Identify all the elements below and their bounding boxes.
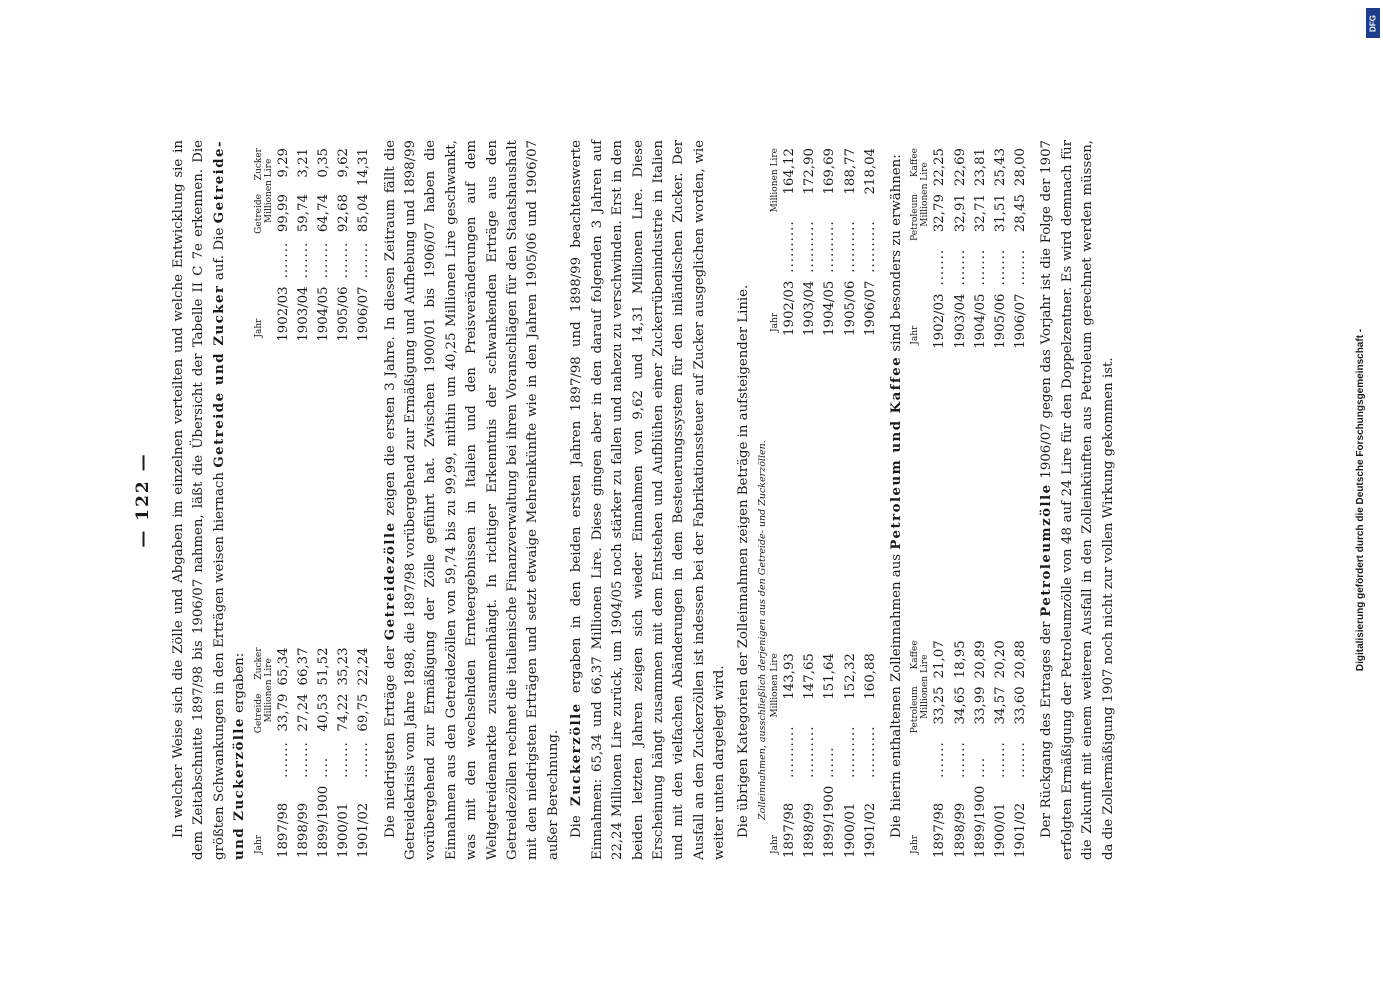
row-dots: .......... <box>802 725 818 778</box>
table-row <box>354 140 374 344</box>
paragraph-intro-text-b: auf. Die <box>211 227 227 281</box>
row-value-petroleum: 34,65 <box>952 686 968 725</box>
row-value-zucker: 0,35 <box>316 148 332 178</box>
paragraph-getreidezoelle-text-a: Die niedrigsten Erträge der <box>382 646 398 838</box>
row-value-getreide: 74,22 <box>336 693 352 732</box>
row-year: 1905/06 <box>992 293 1008 349</box>
table-getreide-zucker-right <box>254 140 375 344</box>
row-dots: .......... <box>842 725 858 778</box>
column-header-year: Jahr <box>910 325 921 345</box>
row-value-kaffee: 28,00 <box>1013 148 1029 187</box>
row-value: 160,88 <box>862 653 878 700</box>
row-dots: ....... <box>1013 248 1029 286</box>
paragraph-uebrige-kategorien: Die übrigen Kategorien der Zolleinnahmen zeigen Beträge in aufsteigender Linie. <box>735 284 751 838</box>
row-year: 1900/01 <box>992 802 1008 858</box>
row-dots: ....... <box>275 741 291 778</box>
paragraph-getreidezoelle <box>381 140 565 860</box>
row-dots: .......... <box>842 220 858 273</box>
paragraph-intro-text-a: In welcher Weise sich die Zölle und Abgaben im einzelnen verteilten und welche Entwicklung sie in dem Zeitabschnitte 1897/98 bis 1906/07 nahmen, läßt die Übersicht der Tabelle II C 7e erkennen. Die größten Schwankungen in den Erträgen weisen hiernach <box>171 140 227 860</box>
row-value-zucker: 22,24 <box>356 647 372 686</box>
paragraph-petroleum-kaffee <box>887 140 907 860</box>
row-year: 1899/1900 <box>972 785 988 858</box>
row-value-getreide: 59,74 <box>295 194 311 233</box>
row-year: 1898/99 <box>295 802 311 858</box>
row-dots: .... <box>972 756 988 778</box>
table-row <box>1011 140 1031 351</box>
row-value: 172,90 <box>802 148 818 195</box>
table-getreide-zucker-left <box>254 639 375 860</box>
row-value-kaffee: 23,81 <box>972 148 988 187</box>
column-header-year: Jahr <box>769 312 780 332</box>
paragraph-zuckerzoelle <box>567 140 730 860</box>
table-petroleum-kaffee-right <box>910 140 1031 351</box>
row-value: 164,12 <box>781 148 797 195</box>
paragraph-intro-text-c: ergaben: <box>232 652 248 713</box>
row-value: 169,69 <box>822 148 838 195</box>
row-year: 1898/99 <box>952 802 968 858</box>
row-year: 1904/05 <box>972 293 988 349</box>
column-header-getreide: Getreide <box>253 693 264 734</box>
column-header-unit: Millionen Lire <box>920 654 931 719</box>
table-row <box>841 140 861 338</box>
row-year: 1903/04 <box>802 280 818 336</box>
row-value-getreide: 85,04 <box>356 194 372 233</box>
table-row <box>971 140 991 351</box>
row-value-zucker: 66,37 <box>295 647 311 686</box>
paragraph-zuckerzoelle-text-a: Die <box>569 815 585 838</box>
table-row <box>800 645 820 860</box>
column-header-year: Jahr <box>253 834 264 854</box>
emphasis-zuckerzoelle: Zuckerzölle <box>569 702 585 806</box>
row-year: 1901/02 <box>862 802 878 858</box>
row-year: 1901/02 <box>1013 802 1029 858</box>
row-dots: ....... <box>932 741 948 778</box>
table-row <box>951 632 971 860</box>
dfg-logo-text: DFG <box>1368 15 1378 32</box>
table-zolleinnahmen-left <box>770 645 881 860</box>
row-value-petroleum: 32,71 <box>972 194 988 233</box>
paragraph-petroleumzoelle-text-a: Der Rückgang des Ertrages der <box>1039 621 1055 838</box>
table-petroleum-kaffee-left <box>910 632 1031 860</box>
row-dots: ....... <box>275 241 291 279</box>
table-row <box>861 645 881 860</box>
table-row <box>971 632 991 860</box>
table-row <box>334 639 354 860</box>
row-dots: .......... <box>862 220 878 273</box>
row-value-zucker: 9,29 <box>275 148 291 178</box>
digitization-stamp <box>1355 0 1383 1000</box>
row-year: 1900/01 <box>336 802 352 858</box>
table-row <box>841 645 861 860</box>
table-row <box>820 645 840 860</box>
row-year: 1897/98 <box>932 802 948 858</box>
row-value: 152,32 <box>842 653 858 700</box>
row-value-petroleum: 33,25 <box>932 686 948 725</box>
emphasis-petroleumzoelle: Petroleumzölle <box>1039 483 1055 617</box>
rotated-page-content <box>131 140 1251 860</box>
table-row <box>334 140 354 344</box>
table-row <box>930 632 950 860</box>
row-year: 1906/07 <box>1013 293 1029 349</box>
paragraph-petroleumzoelle-text-b: 1906/07 gegen das Vorjahr ist die Folge der 1907 erfolgten Ermäßigung der Petroleumzölle von 48 auf 24 Lire für den Doppelzentner. Es wird demnach für die Zukunft mit einem weiteren Ausfall in den Zolleinkünften aus Petroleum gerechnet werden müssen, da die Zollermäßigung 1907 noch nicht zur vollen Wirkung gekommen ist. <box>1039 139 1116 860</box>
row-value-petroleum: 33,60 <box>1013 686 1029 725</box>
table-row <box>951 140 971 351</box>
row-year: 1899/1900 <box>822 785 838 858</box>
table-row <box>274 639 294 860</box>
emphasis-getreide-zuckerzoelle: Getreide- und Zuckerzölle <box>211 139 248 860</box>
row-year: 1905/06 <box>842 280 858 336</box>
row-value-getreide: 40,53 <box>316 693 332 732</box>
row-year: 1898/99 <box>802 802 818 858</box>
row-value-kaffee: 22,69 <box>952 148 968 187</box>
table-row <box>930 140 950 351</box>
row-dots: ....... <box>336 741 352 778</box>
row-value-getreide: 64,74 <box>316 194 332 233</box>
column-header-unit: Millionen Lire <box>769 148 780 213</box>
table-row <box>294 639 314 860</box>
row-value-getreide: 92,68 <box>336 194 352 233</box>
row-dots: ....... <box>1013 741 1029 778</box>
row-value: 147,65 <box>802 653 818 700</box>
row-value-petroleum: 28,45 <box>1013 194 1029 233</box>
row-year: 1902/03 <box>781 280 797 336</box>
row-value-petroleum: 32,91 <box>952 194 968 233</box>
row-year: 1899/1900 <box>316 785 332 858</box>
row-dots: ....... <box>356 741 372 778</box>
row-dots: ....... <box>295 741 311 778</box>
row-dots: ....... <box>932 248 948 286</box>
row-year: 1897/98 <box>275 802 291 858</box>
digitization-stamp-text: Digitalisierung gefördert durch die Deutsche Forschungsgemeinschaft - <box>1355 328 1366 672</box>
row-dots: ....... <box>316 241 332 279</box>
emphasis-getreide-zucker: Getreide und Zucker <box>211 284 227 468</box>
row-year: 1905/06 <box>336 286 352 342</box>
row-dots: .......... <box>781 220 797 273</box>
table-row <box>800 140 820 338</box>
row-year: 1904/05 <box>316 286 332 342</box>
row-dots: ....... <box>972 248 988 286</box>
row-dots: ....... <box>952 741 968 778</box>
row-year: 1897/98 <box>781 802 797 858</box>
paragraph-zuckerzoelle-text-b: ergaben in den beiden ersten Jahren 1897/98 und 1898/99 beachtenswerte Einnahmen: 65,34 und 66,37 Millionen Lire. Diese gingen aber in den darauf folgenden 3 Jahren auf 22,24 Millionen Lire zurück, um 1904/05 noch stärker zu fallen und nahezu zu verschwinden. Erst in den beiden letzten Jahren zeigen sich wieder Einnahmen von 9,62 und 14,31 Millionen Lire. Diese Erscheinung hängt zusammen mit dem Entstehen und Aufblühen einer Zuckerrübenindustrie in Italien und mit den vielfachen Abänderungen in dem Besteuerungssystem für den inländischen Zucker. Der Ausfall an den Zuckerzöllen ist indessen bei der Fabrikationssteuer auf Zucker ausgeglichen worden, wie weiter unten dargelegt wird. <box>569 139 728 860</box>
dfg-logo <box>1366 8 1380 38</box>
paragraph-petroleum-kaffee-text-b: sind besonders zu erwähnen: <box>888 154 904 352</box>
paragraph-getreidezoelle-text-b: zeigen die ersten 3 Jahre. In diesen Zeitraum fällt die Getreidekrisis vom Jahre 1898, die 1897/98 vorübergehend zur Ermäßigung und Aufhebung und 1898/99 vorübergehend zur Ermäßigung der Zölle geführt hat. Zwischen 1900/01 bis 1906/07 haben die Einnahmen aus den Getreidezöllen von 59,74 bis zu 99,99, mithin um 40,25 Millionen Lire geschwankt, was mit den wechselnden Ernteergebnissen in Italien und den Preisveränderungen auf dem Weltgetreidemarkte zusammenhängt. In richtiger Erkenntnis der schwankenden Erträge aus den Getreidezöllen rechnet die italienische Finanzverwaltung bei ihren Voranschlägen für den Staatshaushalt mit den niedrigsten Erträgen und setzt etwaige Mehreinkünfte wie in den Jahren 1905/06 und 1906/07 außer Berechnung. <box>382 140 561 860</box>
row-value-petroleum: 34,57 <box>992 686 1008 725</box>
column-header-year: Jahr <box>253 318 264 338</box>
table-row <box>294 140 314 344</box>
table-petroleum-kaffee <box>910 140 1031 860</box>
table-zolleinnahmen-right <box>770 140 881 338</box>
paragraph-intro <box>169 140 251 860</box>
column-header-kaffee: Kaffee <box>910 148 921 178</box>
row-value-petroleum: 33,99 <box>972 686 988 725</box>
row-value-zucker: 35,23 <box>336 647 352 686</box>
row-dots: ....... <box>992 741 1008 778</box>
row-value-getreide: 33,79 <box>275 693 291 732</box>
column-header-year: Jahr <box>910 834 921 854</box>
table-row <box>1011 632 1031 860</box>
row-dots: .......... <box>822 220 838 273</box>
row-value: 188,77 <box>842 148 858 195</box>
row-value-kaffee: 18,95 <box>952 640 968 679</box>
row-year: 1906/07 <box>356 286 372 342</box>
row-dots: ....... <box>356 241 372 279</box>
row-value-getreide: 99,99 <box>275 194 291 233</box>
column-header-unit: Millionen Lire <box>920 162 931 227</box>
row-dots: ....... <box>992 248 1008 286</box>
table-row <box>780 140 800 338</box>
row-value-zucker: 14,31 <box>356 148 372 187</box>
row-year: 1903/04 <box>952 293 968 349</box>
column-header-kaffee: Kaffee <box>910 640 921 670</box>
row-value-getreide: 69,75 <box>356 693 372 732</box>
table-row <box>314 140 334 344</box>
row-value-zucker: 3,21 <box>295 148 311 178</box>
row-value-zucker: 9,62 <box>336 148 352 178</box>
row-value-zucker: 65,34 <box>275 647 291 686</box>
row-dots: .......... <box>781 725 797 778</box>
row-value-kaffee: 20,88 <box>1013 640 1029 679</box>
paragraph-petroleum-kaffee-text-a: Die hierin enthaltenen Zolleinnahmen aus <box>888 553 904 838</box>
table-row <box>314 639 334 860</box>
paragraph-petroleumzoelle <box>1037 140 1119 860</box>
column-header-zucker: Zucker <box>253 647 264 680</box>
row-year: 1902/03 <box>275 286 291 342</box>
column-header-unit: Millionen Lire <box>769 653 780 718</box>
row-year: 1904/05 <box>822 280 838 336</box>
column-header-getreide: Getreide <box>253 194 264 234</box>
row-dots: ....... <box>952 248 968 286</box>
table-row <box>991 140 1011 351</box>
row-value-getreide: 27,24 <box>295 693 311 732</box>
table-row <box>820 140 840 338</box>
row-value-petroleum: 32,79 <box>932 194 948 233</box>
row-dots: ....... <box>295 241 311 279</box>
row-value-kaffee: 20,20 <box>992 640 1008 679</box>
row-dots: ...... <box>822 746 838 778</box>
table-row <box>861 140 881 338</box>
row-value-kaffee: 25,43 <box>992 148 1008 187</box>
table-row <box>274 140 294 344</box>
table-getreide-zucker <box>254 140 375 860</box>
table-caption-zolleinnahmen: Zolleinnahmen, ausschließlich derjenigen aus den Getreide- und Zuckerzöllen. <box>756 440 768 820</box>
row-value-kaffee: 21,07 <box>932 640 948 679</box>
emphasis-getreidezoelle: Getreidezölle <box>382 521 398 641</box>
row-value: 143,93 <box>781 653 797 700</box>
row-dots: .... <box>316 756 332 778</box>
row-year: 1902/03 <box>932 293 948 349</box>
page-number: — 122 — <box>133 452 153 548</box>
row-dots: .......... <box>862 725 878 778</box>
column-header-unit: Millionen Lire <box>263 658 274 723</box>
row-value: 151,64 <box>822 653 838 700</box>
column-header-zucker: Zucker <box>253 148 264 181</box>
emphasis-petroleum-kaffee: Petroleum und Kaffee <box>888 355 904 550</box>
column-header-petroleum: Petroleum <box>910 194 921 241</box>
row-dots: .......... <box>802 220 818 273</box>
column-header-unit: Millionen Lire <box>263 158 274 224</box>
row-value: 218,04 <box>862 148 878 195</box>
row-value-petroleum: 31,51 <box>992 194 1008 233</box>
column-header-year: Jahr <box>769 834 780 854</box>
row-year: 1906/07 <box>862 280 878 336</box>
table-row <box>780 645 800 860</box>
column-header-petroleum: Petroleum <box>910 686 921 734</box>
row-dots: ....... <box>336 241 352 279</box>
table-row <box>354 639 374 860</box>
row-year: 1903/04 <box>295 286 311 342</box>
row-value-zucker: 51,52 <box>316 647 332 686</box>
row-value-kaffee: 20,89 <box>972 640 988 679</box>
table-row <box>991 632 1011 860</box>
row-year: 1900/01 <box>842 802 858 858</box>
table-zolleinnahmen <box>770 140 881 860</box>
row-year: 1901/02 <box>356 802 372 858</box>
row-value-kaffee: 22,25 <box>932 148 948 187</box>
